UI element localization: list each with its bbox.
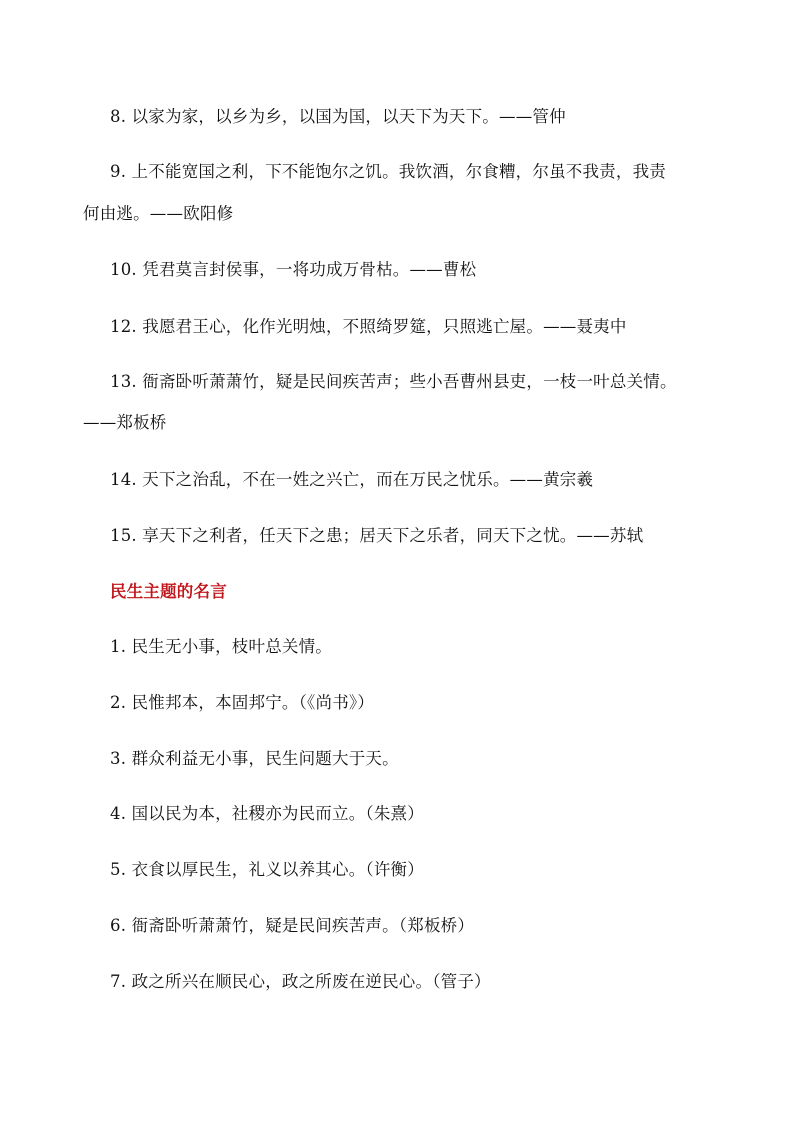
quote-item-continuation: 何由逃。——欧阳修 xyxy=(83,204,234,223)
quote-item: 4. 国以民为本，社稷亦为民而立。（朱熹） xyxy=(110,804,424,823)
quote-item-continuation: ——郑板桥 xyxy=(83,413,167,432)
quote-item: 3. 群众利益无小事，民生问题大于天。 xyxy=(110,749,399,768)
quote-item: 5. 衣食以厚民生，礼义以养其心。（许衡） xyxy=(110,860,424,879)
quote-item: 8. 以家为家，以乡为乡，以国为国，以天下为天下。——管仲 xyxy=(110,107,566,126)
quote-item: 6. 衙斋卧听萧萧竹，疑是民间疾苦声。（郑板桥） xyxy=(110,916,475,935)
quote-item: 14. 天下之治乱，不在一姓之兴亡，而在万民之忧乐。——黄宗羲 xyxy=(110,470,594,489)
quote-item: 9. 上不能宽国之利，下不能饱尔之饥。我饮酒，尔食糟，尔虽不我责，我责 xyxy=(110,162,666,181)
quote-item: 12. 我愿君王心，化作光明烛，不照绮罗筵，只照逃亡屋。——聂夷中 xyxy=(110,317,627,336)
quote-item: 10. 凭君莫言封侯事，一将功成万骨枯。——曹松 xyxy=(110,260,477,279)
quote-item: 7. 政之所兴在顺民心，政之所废在逆民心。（管子） xyxy=(110,972,491,991)
section-heading: 民生主题的名言 xyxy=(110,582,227,601)
quote-item: 2. 民惟邦本，本固邦宁。（《尚书》） xyxy=(110,693,375,712)
quote-item: 1. 民生无小事，枝叶总关情。 xyxy=(110,637,332,656)
quote-item: 13. 衙斋卧听萧萧竹，疑是民间疾苦声；些小吾曹州县吏，一枝一叶总关情。 xyxy=(110,372,677,391)
quote-item: 15. 享天下之利者，任天下之患；居天下之乐者，同天下之忧。——苏轼 xyxy=(110,526,644,545)
